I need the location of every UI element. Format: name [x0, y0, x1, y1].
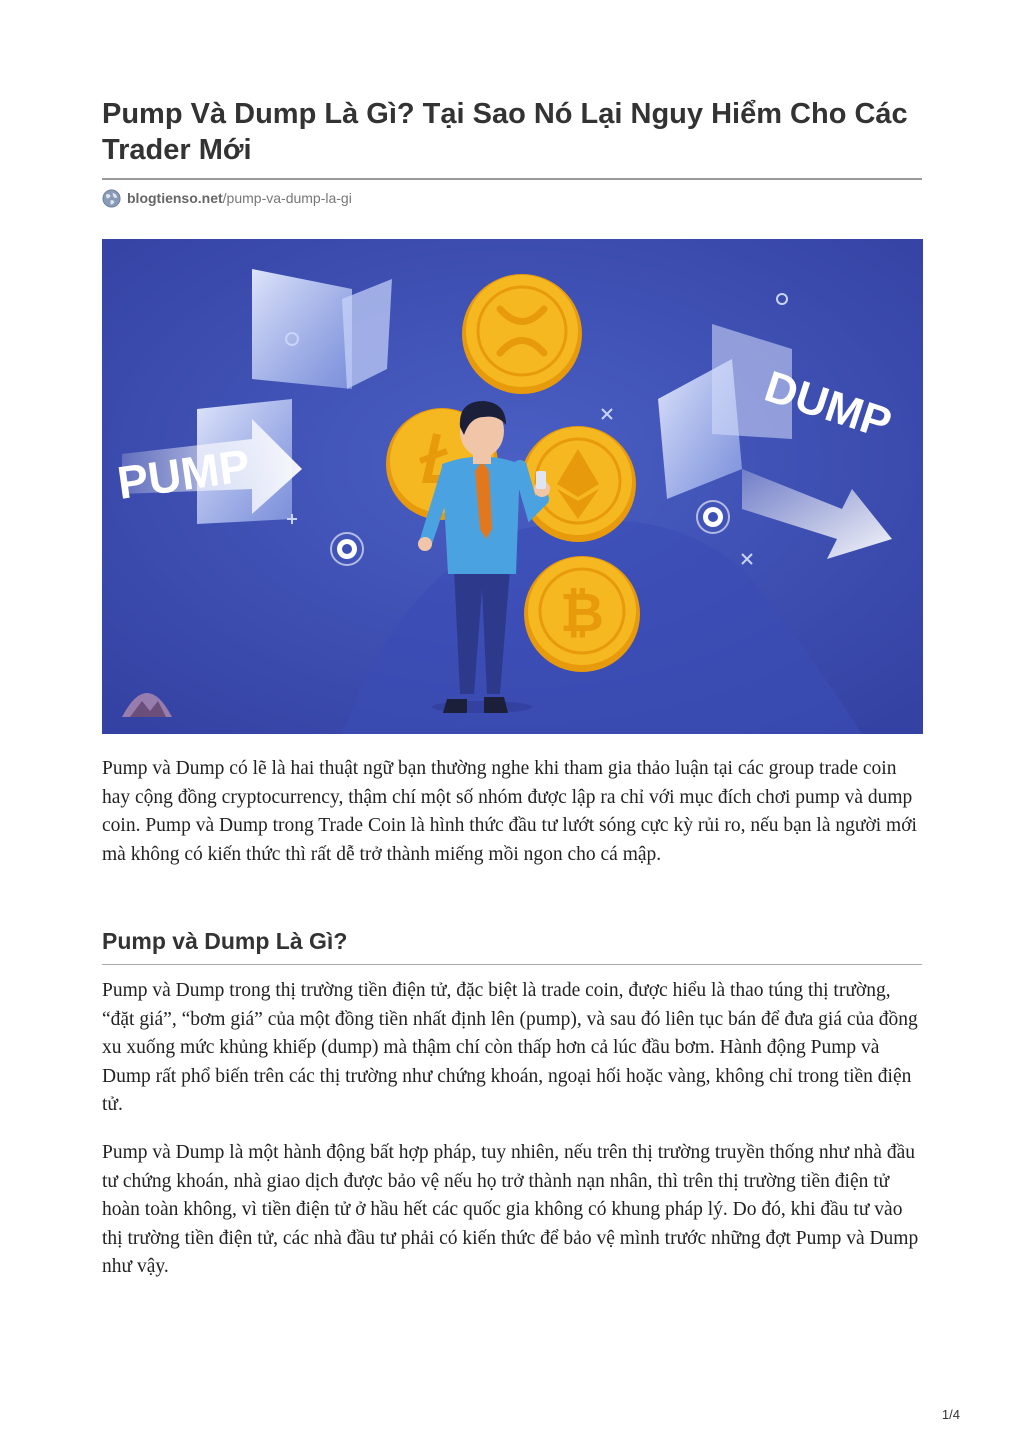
globe-icon	[102, 189, 121, 208]
source-link[interactable]	[102, 188, 352, 208]
intro-paragraph: Pump và Dump có lẽ là hai thuật ngữ bạn thường nghe khi tham gia thảo luận tại các group trade coin hay cộng đồng cryptocurrency, thậm chí một số nhóm được lập ra chỉ với mục đích chơi pump và dump coin. Pump và Dump trong Trade Coin là hình thức đầu tư lướt sóng cực kỳ rủi ro, nếu bạn là người mới mà không có kiến thức thì rất dễ trở thành miếng mồi ngon cho cá mập.	[102, 758, 917, 865]
xrp-coin	[462, 274, 582, 394]
dump-label: DUMP	[758, 361, 898, 449]
section-paragraph-1: Pump và Dump trong thị trường tiền điện tử, đặc biệt là trade coin, được hiểu là thao túng thị trường, “đặt giá”, “bơm giá” của một đồng tiền nhất định lên (pump), và sau đó liên tục bán để đưa giá của đồng xu xuống mức khủng khiếp (dump) mà thậm chí còn thấp hơn cả lúc đầu bơm. Hành động Pump và Dump rất phổ biến trên các thị trường như chứng khoán, ngoại hối hoặc vàng, không chỉ trong tiền điện tử.	[102, 980, 918, 1115]
bitcoin-coin	[524, 556, 640, 672]
section-paragraph-2: Pump và Dump là một hành động bất hợp pháp, tuy nhiên, nếu trên thị trường truyền thống như nhà đầu tư chứng khoán, nhà giao dịch được bảo vệ nếu họ trở thành nạn nhân, thì trên thị trường tiền điện tử hoàn toàn không, vì tiền điện tử ở hầu hết các quốc gia không có khung pháp lý. Do đó, khi đầu tư vào thị trường tiền điện tử, các nhà đầu tư phải có kiến thức để bảo vệ mình trước những đợt Pump và Dump như vậy.	[102, 1142, 919, 1277]
glass-panel	[252, 269, 352, 389]
page-number: 1/4	[941, 1407, 960, 1422]
title-divider	[102, 178, 922, 180]
hero-image	[102, 239, 923, 734]
pump-label: PUMP	[114, 438, 254, 509]
article-title: Pump Và Dump Là Gì? Tại Sao Nó Lại Nguy Hiểm Cho Các Trader Mới	[102, 98, 908, 166]
pump-dump-illustration	[102, 239, 923, 734]
section-divider	[102, 964, 922, 965]
svg-text:₿: ₿	[559, 583, 605, 643]
source-path[interactable]: /pump-va-dump-la-gi	[222, 190, 352, 206]
source-domain[interactable]: blogtienso.net	[127, 190, 223, 206]
section-heading: Pump và Dump Là Gì?	[102, 928, 348, 954]
